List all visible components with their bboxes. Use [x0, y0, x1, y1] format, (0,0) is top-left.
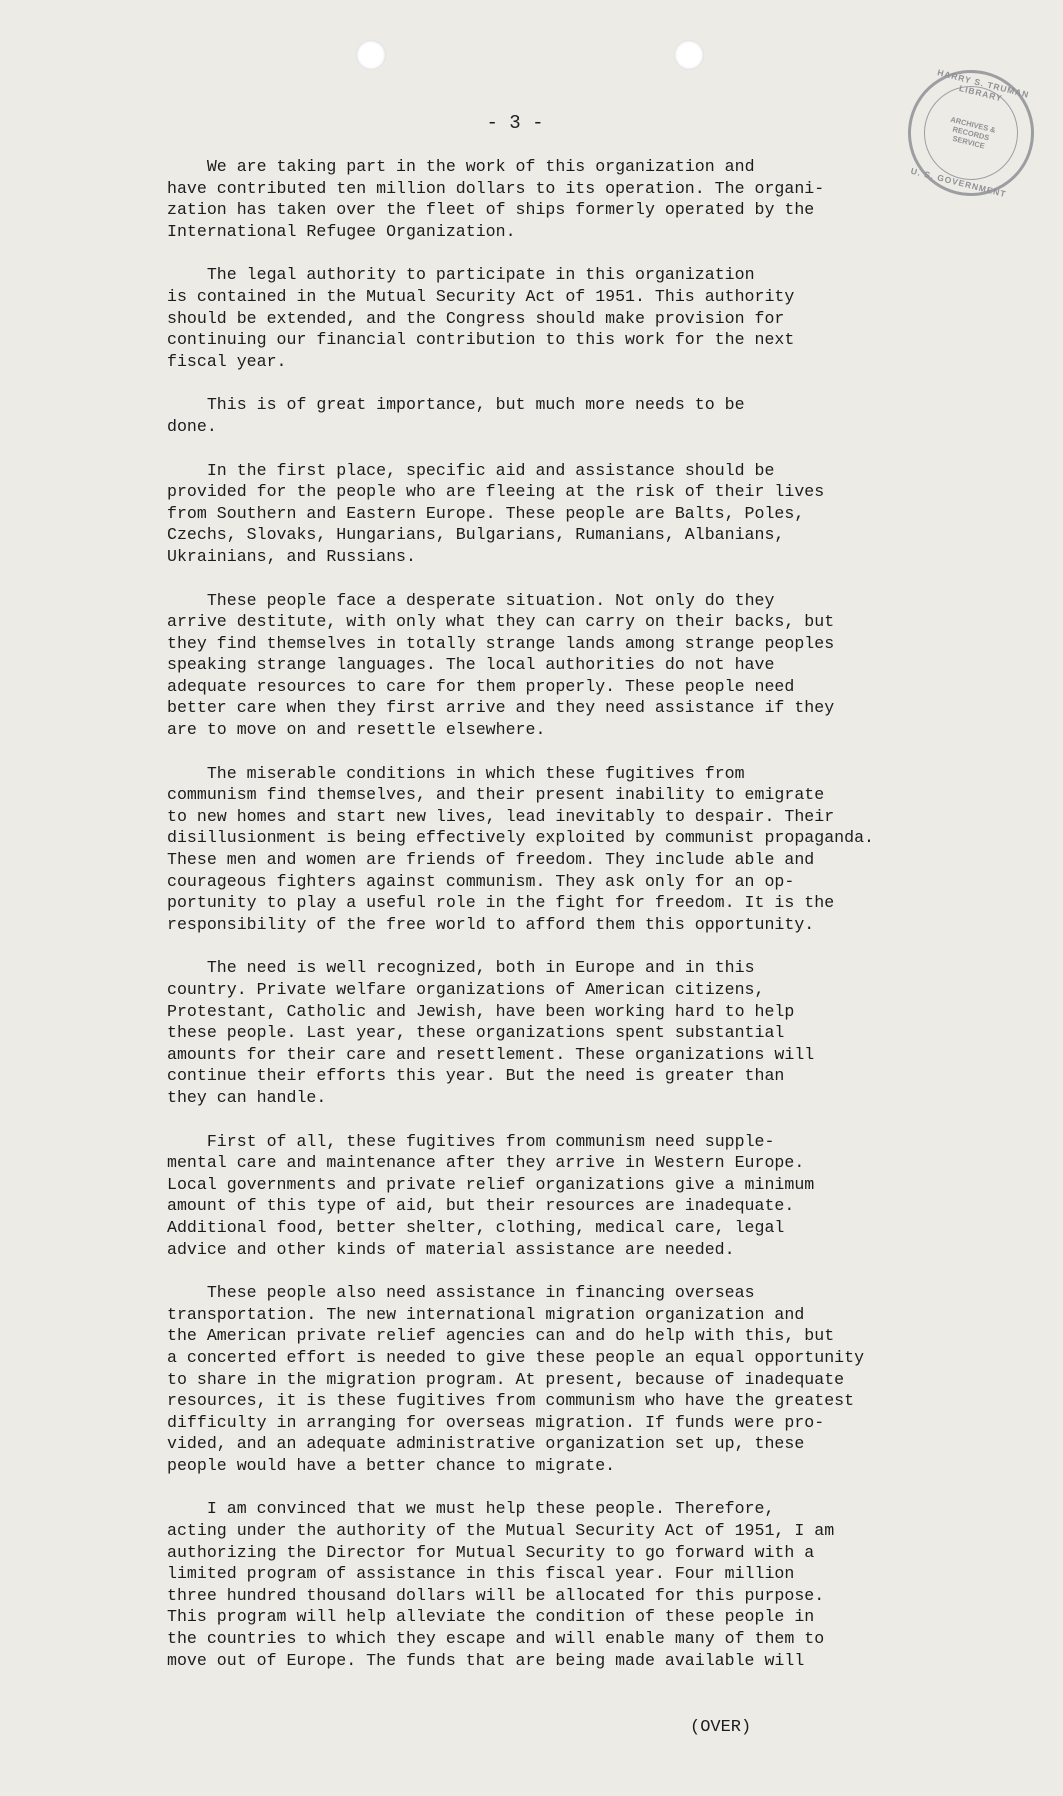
paragraph: These people face a desperate situation. Not only do they arrive destitute, with only what they can carry on their backs, but they find themselves in totally strange lands among strange peoples speaking strange languages. The local authorities do not have adequate resources to care for them properly. These people need better care when they first arrive and they need assistance if they are to move on and resettle elsewhere.	[167, 590, 835, 740]
paragraph: The need is well recognized, both in Europe and in this country. Private welfare organizations of American citizens, Protestant, Catholic and Jewish, have been working hard to help these people. Last year, these organizations spent substantial amounts for their care and resettlement. These organizations will continue their efforts this year. But the need is greater than they can handle.	[167, 958, 815, 1107]
paragraph: First of all, these fugitives from communism need supple- mental care and maintenance after they arrive in Western Europe. Local governments and private relief organizations give a minimum amount of this type of aid, but their resources are inadequate. Additional food, better shelter, clothing, medical care, legal advice and other kinds of material assistance are needed.	[167, 1131, 815, 1259]
punch-hole-left	[356, 40, 386, 70]
paragraph: The miserable conditions in which these fugitives from communism find themselves, and their present inability to emigrate to new homes and start new lives, lead inevitably to despair. Their disillusionment is being effectively exploited by communist propaganda. These men and women are friends of freedom. They include able and courageous fighters against communism. They ask only for an op- portunity to play a useful role in the fight for freedom. It is the responsibility of the free world to afford them this opportunity.	[167, 763, 875, 934]
paragraph: In the first place, specific aid and assistance should be provided for the people who are fleeing at the risk of their lives from Southern and Eastern Europe. These people are Balts, Poles, Czechs, Slovaks, Hungarians, Bulgarians, Rumanians, Albanians, Ukrainians, and Russians.	[167, 460, 825, 566]
page-number: - 3 -	[486, 112, 544, 134]
document-body	[167, 156, 1009, 1693]
paragraph: These people also need assistance in financing overseas transportation. The new international migration organization and the American private relief agencies can and do help with this, but a concerted effort is needed to give these people an equal opportunity to share in the migration program. At present, because of inadequate resources, it is these fugitives from communism who have the greatest difficulty in arranging for overseas migration. If funds were pro- vided, and an adequate administrative organization set up, these people would have a better chance to migrate.	[167, 1283, 865, 1475]
paragraph: We are taking part in the work of this organization and have contributed ten million dollars to its operation. The organi- zation has taken over the fleet of ships formerly operated by the International Refugee Organization.	[167, 157, 825, 241]
paragraph: I am convinced that we must help these people. Therefore, acting under the authority of the Mutual Security Act of 1951, I am authorizing the Director for Mutual Security to go forward with a limited program of assistance in this fiscal year. Four million three hundred thousand dollars will be allocated for this purpose. This program will help alleviate the condition of these people in the countries to which they escape and will enable many of them to move out of Europe. The funds that are being made available will	[167, 1499, 835, 1670]
stamp-ring-bottom: U. S. GOVERNMENT	[909, 165, 1008, 200]
stamp-center-text: ARCHIVES & RECORDS SERVICE	[949, 114, 997, 151]
punch-hole-right	[674, 40, 704, 70]
stamp-ring-top: HARRY S. TRUMAN LIBRARY	[936, 67, 1031, 104]
paragraph: This is of great importance, but much more needs to be done.	[167, 395, 745, 436]
footer-over-marker: (OVER)	[690, 1718, 752, 1737]
paragraph: The legal authority to participate in this organization is contained in the Mutual Security Act of 1951. This authority should be extended, and the Congress should make provision for continuing our financial contribution to this work for the next fiscal year.	[167, 265, 795, 371]
